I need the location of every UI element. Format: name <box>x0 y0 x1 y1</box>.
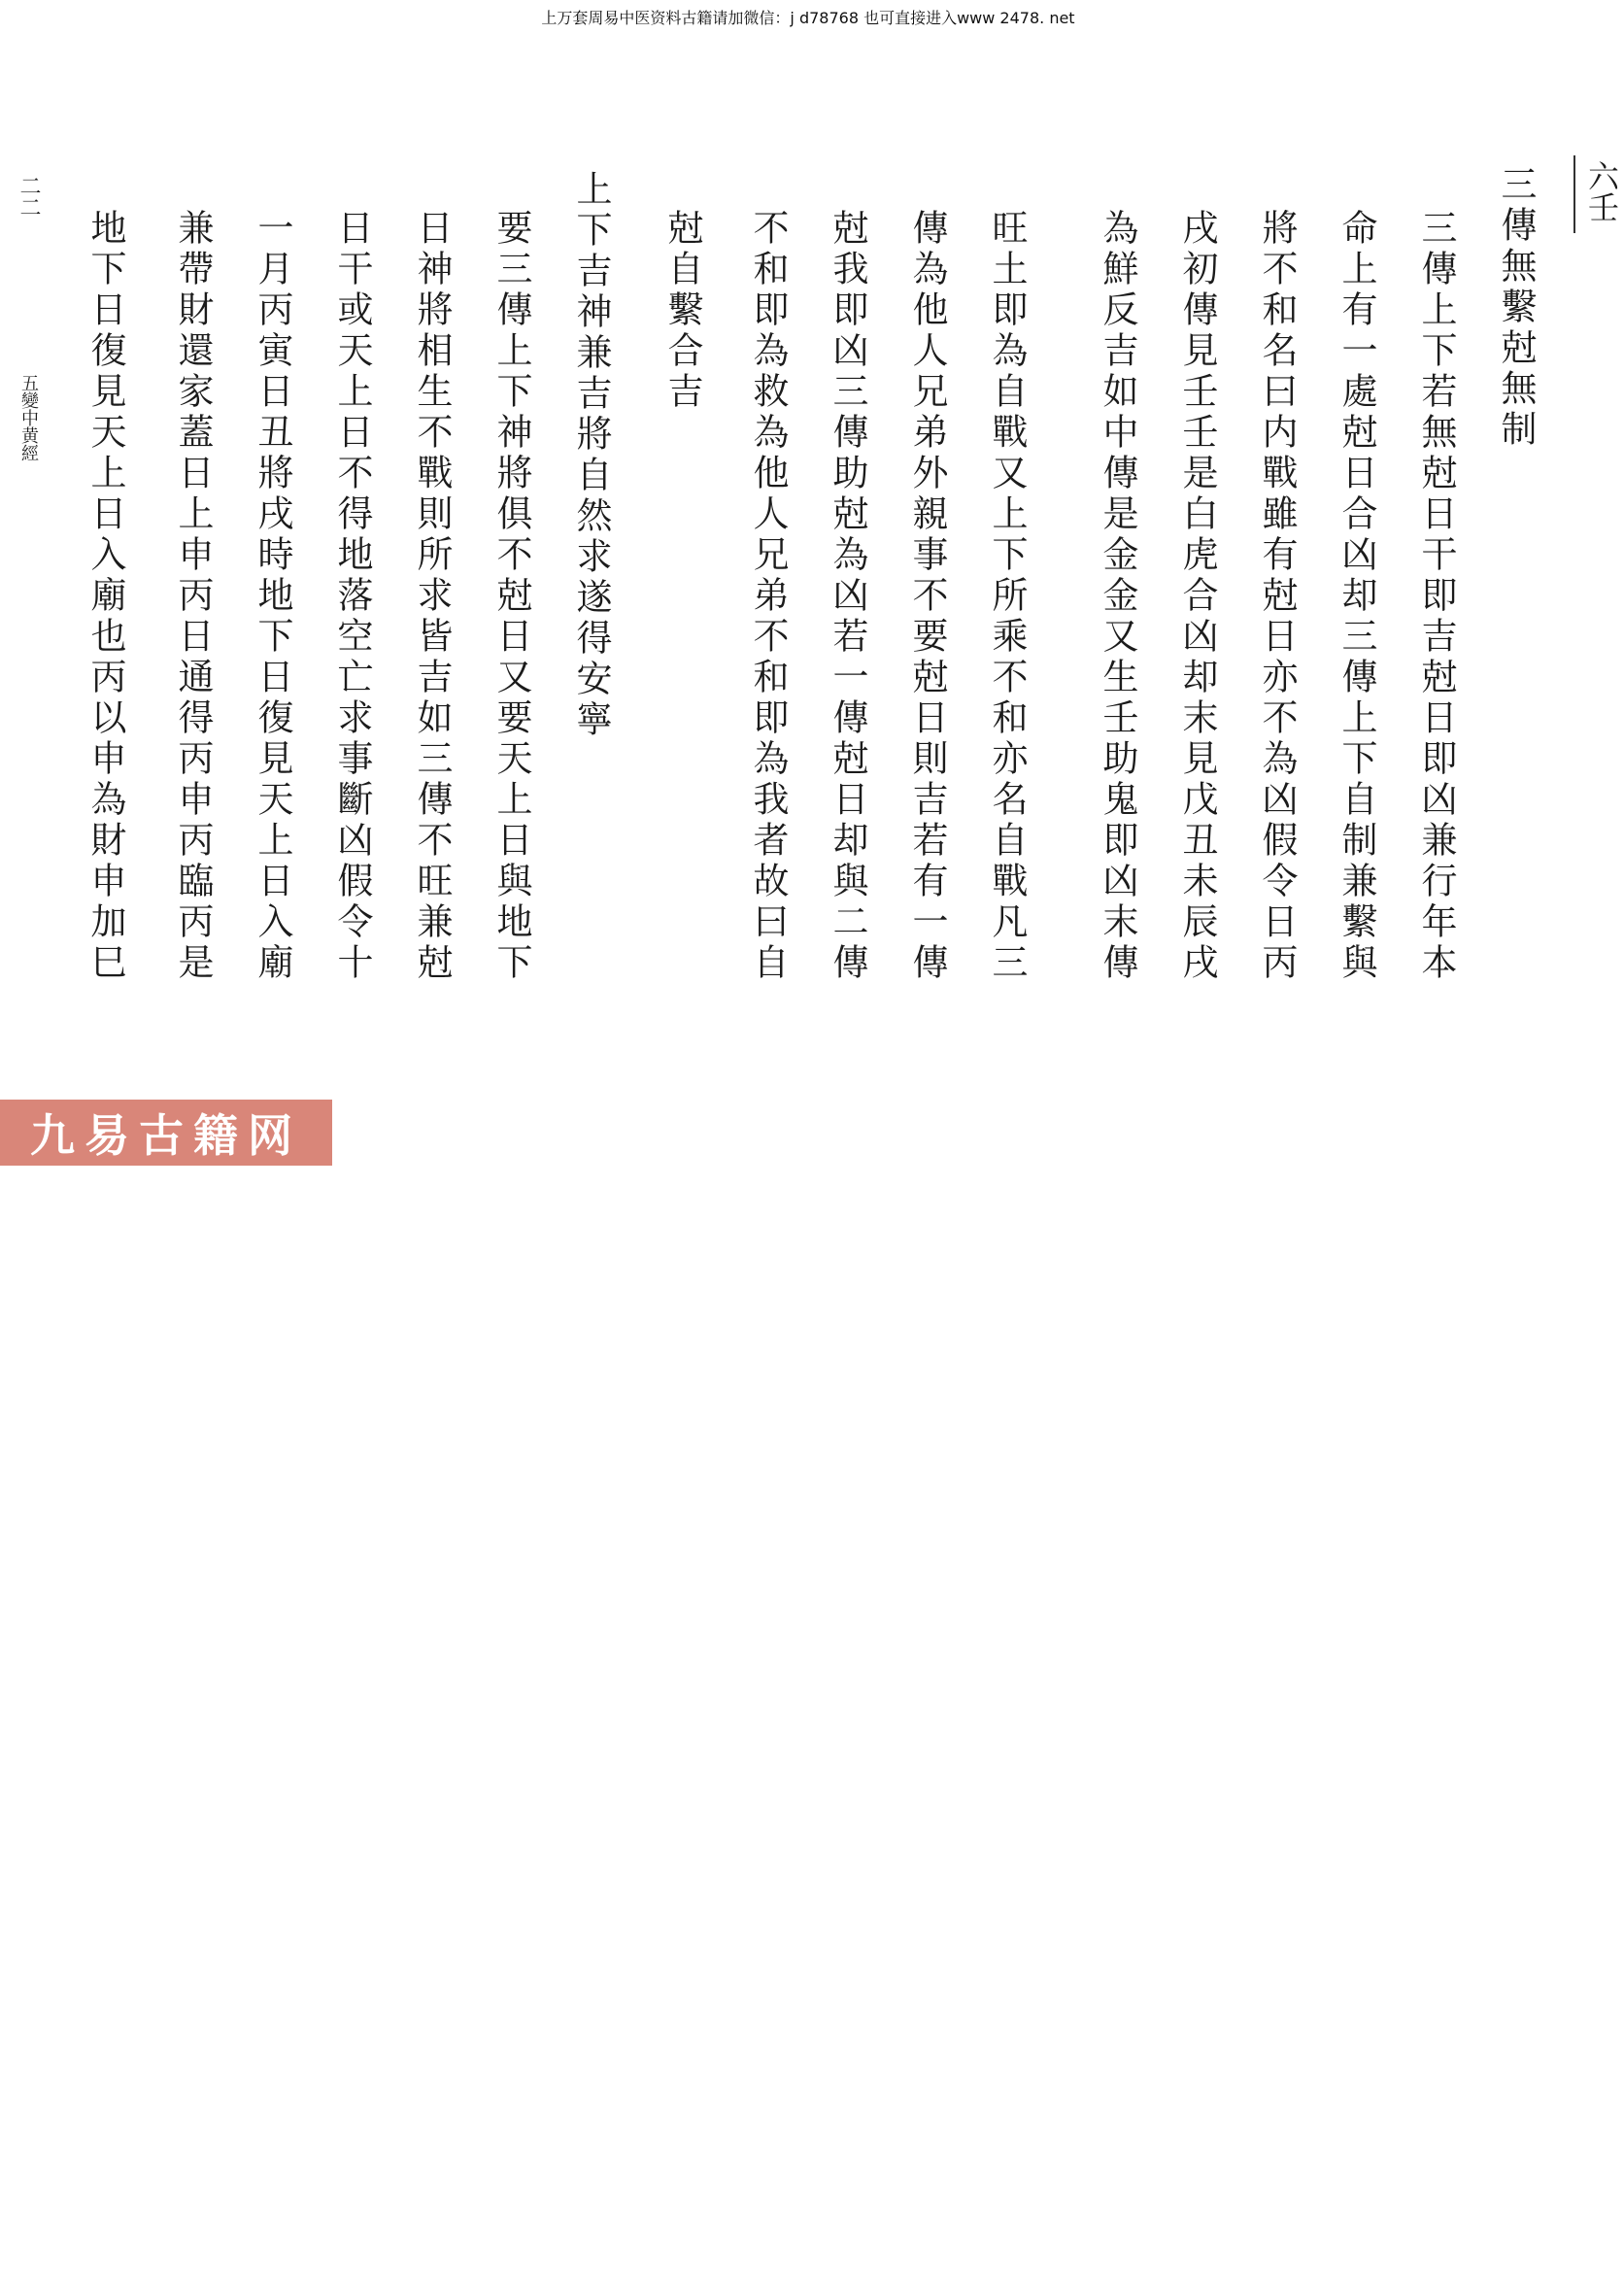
text-column: 三傳上下若無尅日干即吉尅日即凶兼行年本 <box>1415 209 1457 984</box>
watermark-text: 九易古籍网 <box>30 1109 302 1162</box>
text-column: 尅我即凶三傳助尅為凶若一傳尅日却與二傳 <box>827 209 868 984</box>
text-column: 日神將相生不戰則所求皆吉如三傳不旺兼尅 <box>411 209 453 984</box>
text-column: 尅自繫合吉 <box>661 209 703 413</box>
edge-title: 六壬 <box>1583 160 1620 222</box>
edge-rule <box>1573 155 1575 233</box>
text-column: 上下吉神兼吉將自然求遂得安寧 <box>570 170 612 741</box>
header-banner: 上万套周易中医资料古籍请加微信：j d78768 也可直接进入www 2478. net <box>541 9 1075 27</box>
text-column: 日干或天上日不得地落空亡求事斷凶假令十 <box>331 209 373 984</box>
text-column: 不和即為救為他人兄弟不和即為我者故曰自 <box>747 209 789 984</box>
text-column: 傳為他人兄弟外親事不要尅日則吉若有一傳 <box>906 209 948 984</box>
text-column: 將不和名曰内戰雖有尅日亦不為凶假令日丙 <box>1256 209 1298 984</box>
text-column: 要三傳上下神將俱不尅日又要天上日與地下 <box>491 209 532 984</box>
text-column: 為鮮反吉如中傳是金金又生壬助鬼即凶末傳 <box>1097 209 1138 984</box>
text-column: 旺土即為自戰又上下所乘不和亦名自戰凡三 <box>986 209 1028 984</box>
text-column: 三傳無繫尅無制 <box>1495 165 1537 451</box>
text-column: 地下日復見天上日入廟也丙以申為財申加巳 <box>85 209 126 984</box>
watermark-logo <box>0 1100 332 1166</box>
text-column: 戌初傳見壬壬是白虎合凶却末見戊丑未辰戌 <box>1176 209 1218 984</box>
text-column: 兼帶財還家蓋日上申丙日通得丙申丙臨丙是 <box>172 209 214 984</box>
margin-book-title: 五變中黄經 <box>18 374 39 461</box>
margin-page-label: 二二 <box>17 175 41 218</box>
text-column: 命上有一處尅日合凶却三傳上下自制兼繫與 <box>1336 209 1377 984</box>
text-column: 一月丙寅日丑將戌時地下日復見天上日入廟 <box>252 209 293 984</box>
